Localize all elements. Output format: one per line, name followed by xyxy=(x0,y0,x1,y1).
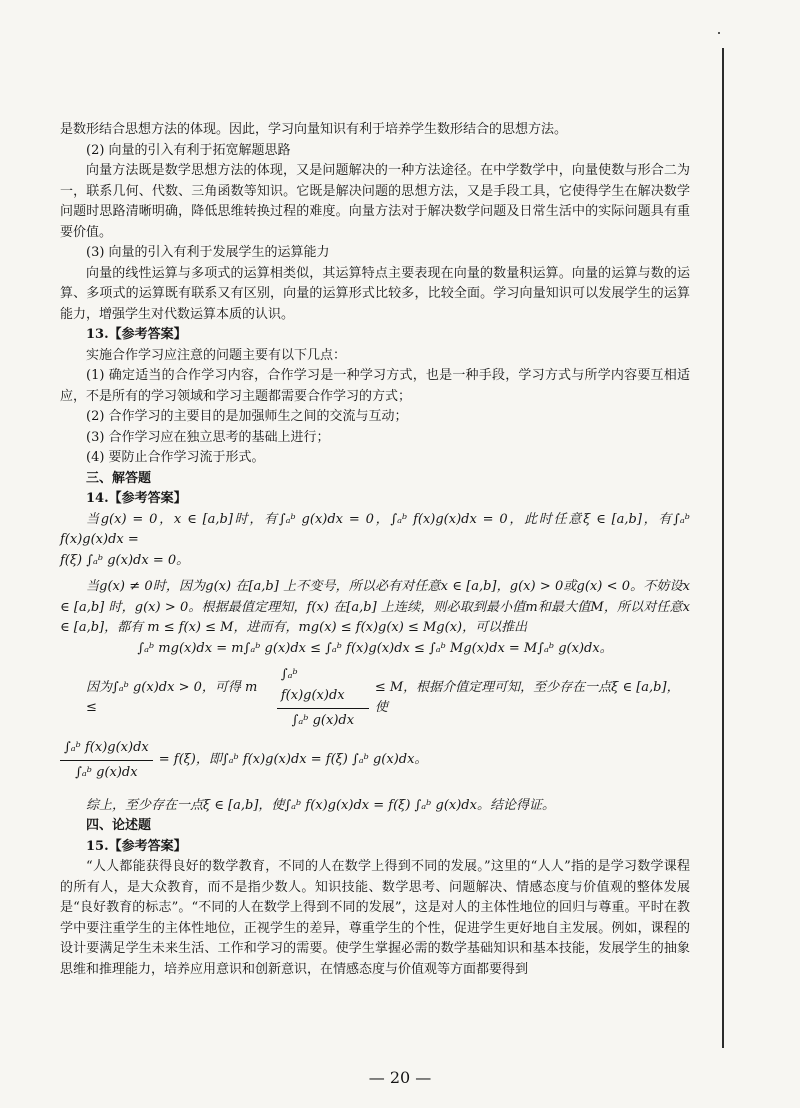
answer-heading-13: 13.【参考答案】 xyxy=(86,327,187,342)
math-paragraph: 当g(x) = 0，x ∈ [a,b]时，有∫ₐᵇ g(x)dx = 0，∫ₐᵇ f(x)g(x)dx = 0，此时任意ξ ∈ [a,b]，有∫ₐᵇ f(x)g(x)dx = xyxy=(60,511,690,547)
paragraph: 是数形结合思想方法的体现。因此，学习向量知识有利于培养学生数形结合的思想方法。 xyxy=(60,122,568,137)
fraction-denominator: ∫ₐᵇ g(x)dx xyxy=(291,713,355,728)
page-body xyxy=(60,120,690,980)
margin-rule xyxy=(722,48,724,1048)
paragraph: 实施合作学习应注意的问题主要有以下几点： xyxy=(86,347,347,363)
page-number: — 20 — xyxy=(368,1068,432,1087)
math-paragraph: f(ξ) ∫ₐᵇ g(x)dx = 0。 xyxy=(60,552,190,568)
fraction-tail-text: = f(ξ)，即∫ₐᵇ f(x)g(x)dx = f(ξ) ∫ₐᵇ g(x)dx。 xyxy=(158,752,428,768)
fraction-numerator: ∫ₐᵇ f(x)g(x)dx xyxy=(277,665,369,709)
section-heading-3: 三、解答题 xyxy=(86,470,152,486)
answer-heading-14: 14.【参考答案】 xyxy=(86,491,187,506)
scan-speck xyxy=(718,32,720,34)
math-paragraph: 当g(x) ≠ 0时，因为g(x) 在[a,b] 上不变号，所以必有对任意x ∈ [a,b]，g(x) > 0或g(x) < 0。不妨设x ∈ [a,b] 时，g(x) > 0。根据最值定理知，f(x) 在[a,b] 上连续，则必取到最小值m和最大值M，所以对任意x ∈ [a,b]，都有 m ≤ f(x) ≤ M，进而有，mg(x) ≤ f(x)g(x) ≤ Mg(x)，可以推出 xyxy=(60,579,690,635)
subheading: (2) 向量的引入有利于拓宽解题思路 xyxy=(86,142,291,158)
result-fraction-line xyxy=(60,738,690,784)
fraction-tail-text: ≤ M，根据介值定理可知，至少存在一点ξ ∈ [a,b]，使 xyxy=(374,679,680,716)
fraction xyxy=(60,738,153,784)
display-equation: ∫ₐᵇ mg(x)dx = m∫ₐᵇ g(x)dx ≤ ∫ₐᵇ f(x)g(x)dx ≤ ∫ₐᵇ Mg(x)dx = M∫ₐᵇ g(x)dx。 xyxy=(137,640,613,656)
fraction xyxy=(277,665,369,732)
inequality-fraction-line xyxy=(60,665,690,732)
paragraph: “人人都能获得良好的数学教育，不同的人在数学上得到不同的发展。”这里的“人人”指的是学习数学课程的所有人，是大众教育，而不是指少数人。知识技能、数学思考、问题解决、情感态度与价值观的整体发展是“良好教育的标志”。“不同的人在数学上得到不同的发展”，这是对人的主体性地位的回归与尊重。平时在教学中要注重学生的主体性地位，正视学生的差异，尊重学生的个性，促进学生更好地自主发展。例如，课程的设计要满足学生未来生活、工作和学习的需要。使学生掌握必需的数学基础知识和基本技能，发展学生的抽象思维和推理能力，培养应用意识和创新意识，在情感态度与价值观等方面都要得到 xyxy=(60,859,690,977)
list-item: (1) 确定适当的合作学习内容，合作学习是一种学习方式，也是一种手段，学习方式与所学内容要互相适应，不是所有的学习领域和学习主题都需要合作学习的方式； xyxy=(60,368,690,404)
fraction-denominator: ∫ₐᵇ g(x)dx xyxy=(75,765,138,780)
list-item: (3) 合作学习应在独立思考的基础上进行； xyxy=(86,429,330,445)
paragraph: 向量的线性运算与多项式的运算相类似，其运算特点主要表现在向量的数量积运算。向量的运算与数的运算、多项式的运算既有联系又有区别，向量的运算形式比较多，比较全面。学习向量知识可以发展学生的运算能力，增强学生对代数运算本质的认识。 xyxy=(60,265,690,322)
section-heading-4: 四、论述题 xyxy=(86,818,152,833)
paragraph: 向量方法既是数学思想方法的体现，又是问题解决的一种方法途径。在中学数学中，向量使数与形合二为一，联系几何、代数、三角函数等知识。它既是解决问题的思想方法，又是手段工具，它使得学生在解决数学问题时思路清晰明确，降低思维转换过程的难度。向量方法对于解决数学问题及日常生活中的实际问题具有重要价值。 xyxy=(60,163,690,240)
fraction-numerator: ∫ₐᵇ f(x)g(x)dx xyxy=(60,738,153,762)
answer-heading-15: 15.【参考答案】 xyxy=(86,838,187,854)
subheading: (3) 向量的引入有利于发展学生的运算能力 xyxy=(86,245,330,260)
list-item: (2) 合作学习的主要目的是加强师生之间的交流与互动； xyxy=(86,409,408,424)
fraction-lead-text: 因为∫ₐᵇ g(x)dx > 0，可得 m ≤ xyxy=(86,679,258,716)
list-item: (4) 要防止合作学习流于形式。 xyxy=(86,450,265,465)
conclusion: 综上，至少存在一点ξ ∈ [a,b]，使∫ₐᵇ f(x)g(x)dx = f(ξ) ∫ₐᵇ g(x)dx。结论得证。 xyxy=(86,797,555,813)
